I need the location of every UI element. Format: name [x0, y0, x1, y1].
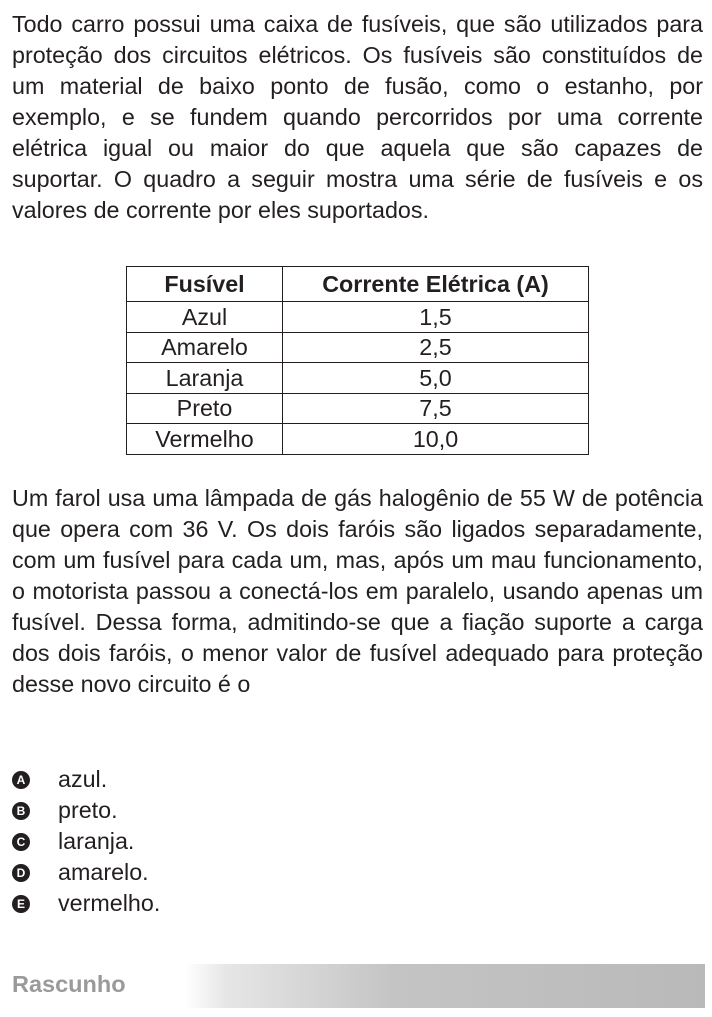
option-text: laranja.: [58, 828, 135, 854]
table-row: [127, 332, 589, 363]
table-row: [127, 424, 589, 455]
rascunho-bar: [185, 964, 705, 1008]
fuse-current-cell: 2,5: [283, 332, 589, 363]
option-a[interactable]: [10, 764, 160, 795]
question-paragraph: Um farol usa uma lâmpada de gás halogênio de 55 W de potência que opera com 36 V. Os dois faróis são ligados separadamente, com um fusível para cada um, mas, após um mau funcionamento, o motorista passou a conectá-los em paralelo, usando apenas um fusível. Dessa forma, admitindo-se que a fiação suporte a carga dos dois faróis, o menor valor de fusível adequado para proteção desse novo circuito é o: [12, 485, 703, 697]
fuse-current-cell: 7,5: [283, 393, 589, 424]
option-letter-badge: C: [12, 833, 30, 851]
answer-options: [10, 764, 160, 919]
fuse-name-cell: Laranja: [127, 363, 283, 394]
table-row: [127, 393, 589, 424]
option-text: amarelo.: [58, 859, 149, 885]
option-c[interactable]: [10, 826, 160, 857]
option-text: preto.: [58, 797, 118, 823]
fuse-current-cell: 10,0: [283, 424, 589, 455]
option-text: vermelho.: [58, 890, 161, 916]
option-text: azul.: [58, 766, 108, 792]
fuse-name-cell: Preto: [127, 393, 283, 424]
option-d[interactable]: [10, 857, 160, 888]
option-letter-badge: D: [12, 864, 30, 882]
option-letter-badge: A: [12, 771, 30, 789]
fuse-name-cell: Vermelho: [127, 424, 283, 455]
fuse-current-cell: 1,5: [283, 302, 589, 333]
table-row: [127, 363, 589, 394]
rascunho-label: Rascunho: [12, 971, 126, 997]
fuse-name-cell: Azul: [127, 302, 283, 333]
option-letter-badge: E: [12, 895, 30, 913]
option-e[interactable]: [10, 888, 160, 919]
option-letter-badge: B: [12, 802, 30, 820]
fuse-table: [126, 266, 589, 455]
header-fusivel: Fusível: [127, 267, 283, 302]
header-corrente: Corrente Elétrica (A): [283, 267, 589, 302]
fuse-current-cell: 5,0: [283, 363, 589, 394]
table-header-row: [127, 267, 589, 302]
intro-paragraph: Todo carro possui uma caixa de fusíveis, que são utilizados para proteção dos circuitos elétricos. Os fusíveis são constituídos de um material de baixo ponto de fusão, como o estanho, por exemplo, e se fundem quando percorridos por uma corrente elétrica igual ou maior do que aquela que são capazes de suportar. O quadro a seguir mostra uma série de fusíveis e os valores de corrente por eles suportados.: [12, 11, 703, 223]
fuse-name-cell: Amarelo: [127, 332, 283, 363]
option-b[interactable]: [10, 795, 160, 826]
table-row: [127, 302, 589, 333]
